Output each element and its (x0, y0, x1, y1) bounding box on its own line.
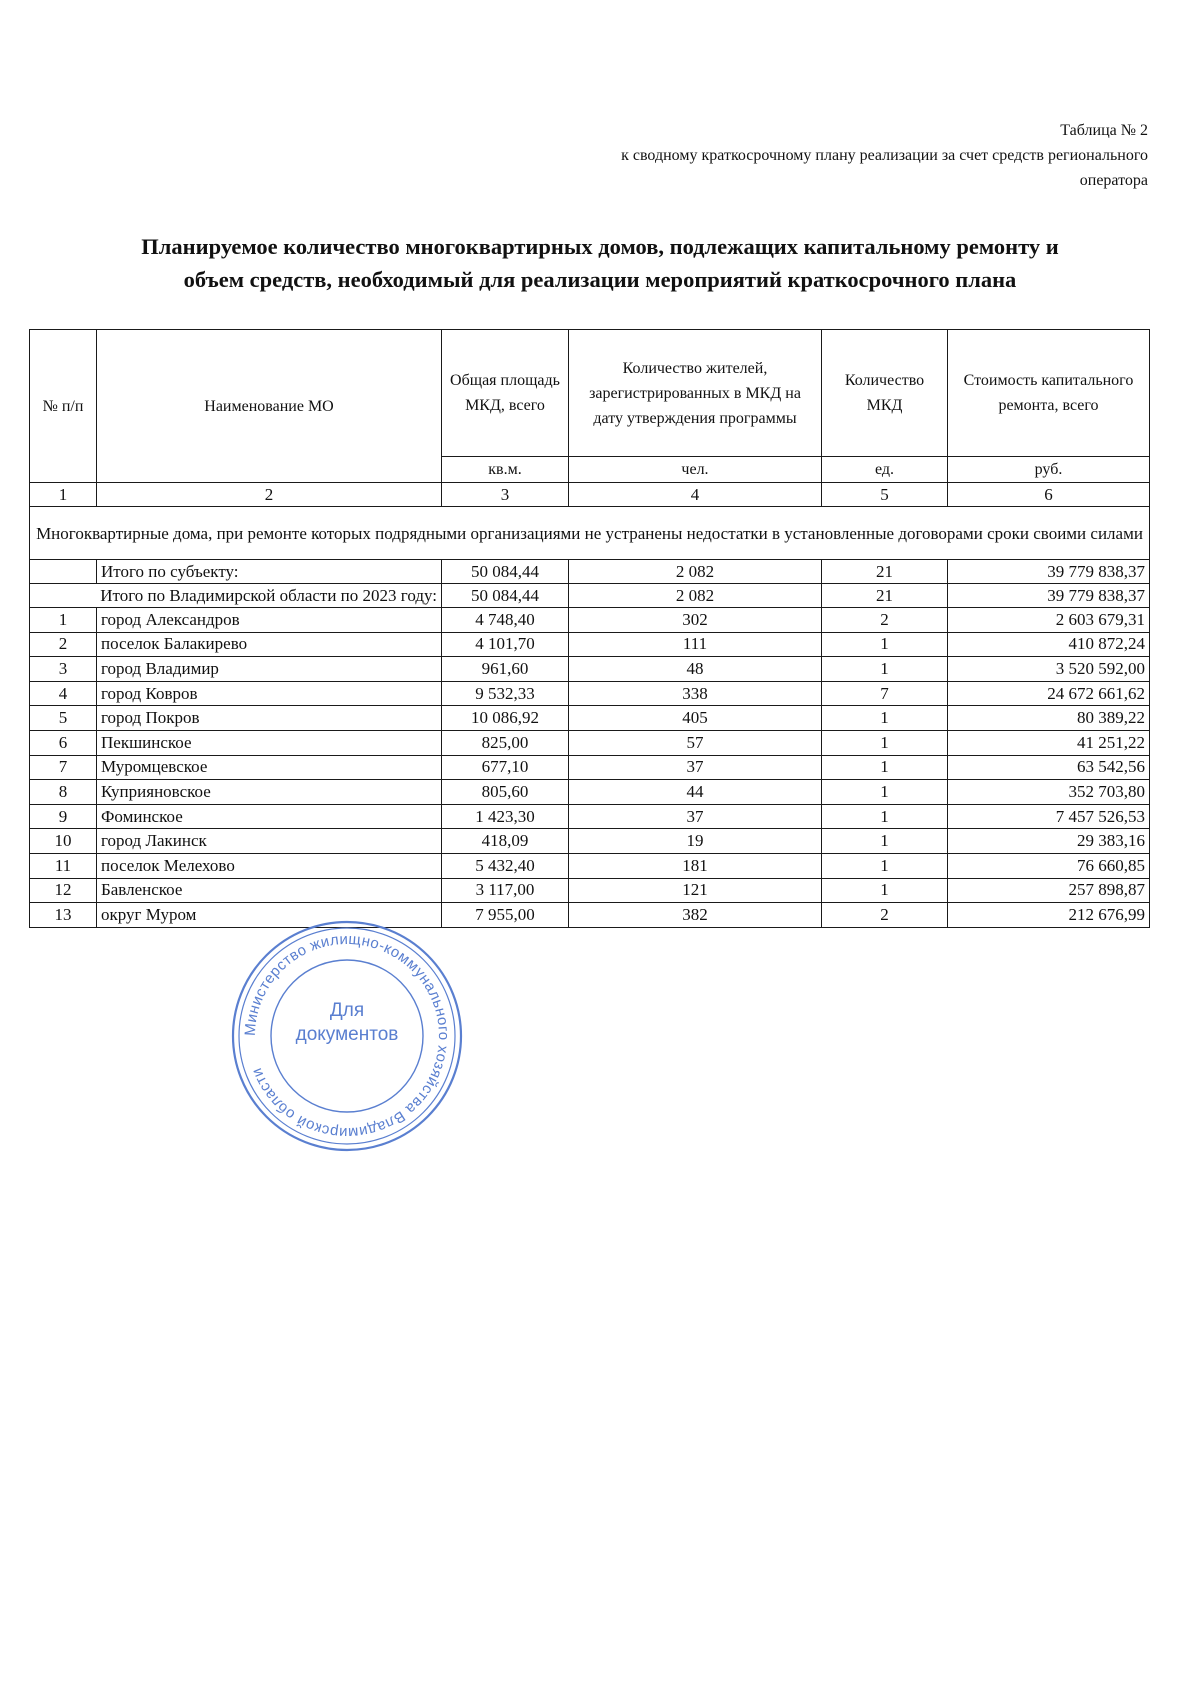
unit-count: ед. (822, 457, 948, 483)
table-row (30, 780, 1150, 805)
title-line-1: Планируемое количество многоквартирных домов, подлежащих капитальному ремонту и (141, 234, 1059, 259)
row-residents: 121 (569, 878, 822, 903)
row-mo-name: город Ковров (97, 681, 442, 706)
table-row (30, 829, 1150, 854)
row-number: 8 (30, 780, 97, 805)
row-number: 2 (30, 632, 97, 657)
row-cost: 63 542,56 (948, 755, 1150, 780)
table-row (30, 903, 1150, 928)
row-residents: 302 (569, 608, 822, 633)
row-number: 3 (30, 657, 97, 682)
section-row (30, 507, 1150, 560)
table-row (30, 804, 1150, 829)
total-subject-count: 21 (822, 560, 948, 584)
row-residents: 19 (569, 829, 822, 854)
row-mo-name: Фоминское (97, 804, 442, 829)
total-region-residents: 2 082 (569, 584, 822, 608)
row-cost: 76 660,85 (948, 853, 1150, 878)
row-cost: 29 383,16 (948, 829, 1150, 854)
row-count: 7 (822, 681, 948, 706)
row-cost: 24 672 661,62 (948, 681, 1150, 706)
caption-reference: к сводному краткосрочному плану реализации за счет средств регионального (621, 147, 1148, 164)
caption-reference-cont: оператора (1079, 172, 1148, 189)
row-count: 1 (822, 632, 948, 657)
row-mo-name: Бавленское (97, 878, 442, 903)
stamp-ring-text: Министерство жилищно-коммунального хозяйства Владимирской области (241, 930, 453, 1142)
colnum-cell: 4 (569, 483, 822, 507)
total-subject-label: Итого по субъекту: (97, 560, 442, 584)
plan-table (29, 329, 1150, 928)
row-count: 1 (822, 829, 948, 854)
table-row (30, 755, 1150, 780)
row-residents: 44 (569, 780, 822, 805)
row-area: 4 748,40 (442, 608, 569, 633)
stamp-center-text (228, 999, 466, 1047)
row-area: 9 532,33 (442, 681, 569, 706)
unit-cost: руб. (948, 457, 1150, 483)
row-number: 12 (30, 878, 97, 903)
row-number: 9 (30, 804, 97, 829)
stamp-line-2: документов (295, 1024, 399, 1045)
row-count: 1 (822, 780, 948, 805)
total-subject-area: 50 084,44 (442, 560, 569, 584)
row-mo-name: город Покров (97, 706, 442, 731)
data-rows (30, 608, 1150, 928)
header-row (30, 330, 1150, 457)
table-row (30, 706, 1150, 731)
colnum-cell: 1 (30, 483, 97, 507)
row-number: 7 (30, 755, 97, 780)
row-cost: 352 703,80 (948, 780, 1150, 805)
row-count: 1 (822, 804, 948, 829)
row-count: 1 (822, 853, 948, 878)
row-residents: 405 (569, 706, 822, 731)
header-cost: Стоимость капитального ремонта, всего (948, 330, 1150, 457)
column-numbers-row (30, 483, 1150, 507)
row-mo-name: Куприяновское (97, 780, 442, 805)
total-region-count: 21 (822, 584, 948, 608)
table-caption (448, 118, 1148, 193)
header-area: Общая площадь МКД, всего (442, 330, 569, 457)
caption-table-number: Таблица № 2 (1060, 122, 1148, 139)
row-area: 825,00 (442, 730, 569, 755)
colnum-cell: 6 (948, 483, 1150, 507)
row-area: 961,60 (442, 657, 569, 682)
row-mo-name: поселок Мелехово (97, 853, 442, 878)
total-subject-cost: 39 779 838,37 (948, 560, 1150, 584)
row-residents: 181 (569, 853, 822, 878)
row-count: 1 (822, 755, 948, 780)
row-residents: 338 (569, 681, 822, 706)
row-residents: 382 (569, 903, 822, 928)
unit-area: кв.м. (442, 457, 569, 483)
total-region-cost: 39 779 838,37 (948, 584, 1150, 608)
table-row (30, 730, 1150, 755)
colnum-cell: 3 (442, 483, 569, 507)
row-number: 5 (30, 706, 97, 731)
row-area: 7 955,00 (442, 903, 569, 928)
row-mo-name: город Александров (97, 608, 442, 633)
row-residents: 37 (569, 804, 822, 829)
row-area: 4 101,70 (442, 632, 569, 657)
section-title: Многоквартирные дома, при ремонте которых подрядными организациями не устранены недостатки в установленные договорами сроки своими силами (30, 507, 1150, 560)
row-number: 4 (30, 681, 97, 706)
row-area: 677,10 (442, 755, 569, 780)
row-area: 10 086,92 (442, 706, 569, 731)
row-count: 1 (822, 878, 948, 903)
row-number: 6 (30, 730, 97, 755)
row-residents: 57 (569, 730, 822, 755)
row-count: 1 (822, 730, 948, 755)
stamp-line-1: Для (329, 1000, 365, 1021)
row-number: 11 (30, 853, 97, 878)
row-area: 1 423,30 (442, 804, 569, 829)
table-row (30, 657, 1150, 682)
colnum-cell: 2 (97, 483, 442, 507)
row-mo-name: округ Муром (97, 903, 442, 928)
row-mo-name: город Лакинск (97, 829, 442, 854)
row-count: 2 (822, 608, 948, 633)
title-line-2: объем средств, необходимый для реализации мероприятий краткосрочного плана (183, 267, 1017, 292)
row-mo-name: поселок Балакирево (97, 632, 442, 657)
total-region-area: 50 084,44 (442, 584, 569, 608)
header-num: № п/п (30, 330, 97, 483)
row-mo-name: Пекшинское (97, 730, 442, 755)
total-subject-residents: 2 082 (569, 560, 822, 584)
total-subject-num (30, 560, 97, 584)
row-residents: 48 (569, 657, 822, 682)
total-region-row (30, 584, 1150, 608)
row-cost: 80 389,22 (948, 706, 1150, 731)
table-row (30, 853, 1150, 878)
table-row (30, 632, 1150, 657)
row-cost: 410 872,24 (948, 632, 1150, 657)
row-residents: 111 (569, 632, 822, 657)
row-number: 13 (30, 903, 97, 928)
table-row (30, 608, 1150, 633)
header-name: Наименование МО (97, 330, 442, 483)
document-title (30, 230, 1170, 296)
row-cost: 2 603 679,31 (948, 608, 1150, 633)
total-region-label: Итого по Владимирской области по 2023 году: (30, 584, 442, 608)
official-stamp (228, 917, 466, 1155)
row-residents: 37 (569, 755, 822, 780)
row-count: 2 (822, 903, 948, 928)
row-cost: 41 251,22 (948, 730, 1150, 755)
row-count: 1 (822, 706, 948, 731)
row-count: 1 (822, 657, 948, 682)
header-count: Количество МКД (822, 330, 948, 457)
table-row (30, 878, 1150, 903)
total-subject-row (30, 560, 1150, 584)
colnum-cell: 5 (822, 483, 948, 507)
row-area: 418,09 (442, 829, 569, 854)
row-cost: 7 457 526,53 (948, 804, 1150, 829)
row-cost: 257 898,87 (948, 878, 1150, 903)
table-row (30, 681, 1150, 706)
row-cost: 212 676,99 (948, 903, 1150, 928)
row-mo-name: Муромцевское (97, 755, 442, 780)
row-cost: 3 520 592,00 (948, 657, 1150, 682)
row-mo-name: город Владимир (97, 657, 442, 682)
row-number: 10 (30, 829, 97, 854)
unit-residents: чел. (569, 457, 822, 483)
header-residents: Количество жителей, зарегистрированных в МКД на дату утверждения программы (569, 330, 822, 457)
row-number: 1 (30, 608, 97, 633)
row-area: 805,60 (442, 780, 569, 805)
row-area: 5 432,40 (442, 853, 569, 878)
row-area: 3 117,00 (442, 878, 569, 903)
